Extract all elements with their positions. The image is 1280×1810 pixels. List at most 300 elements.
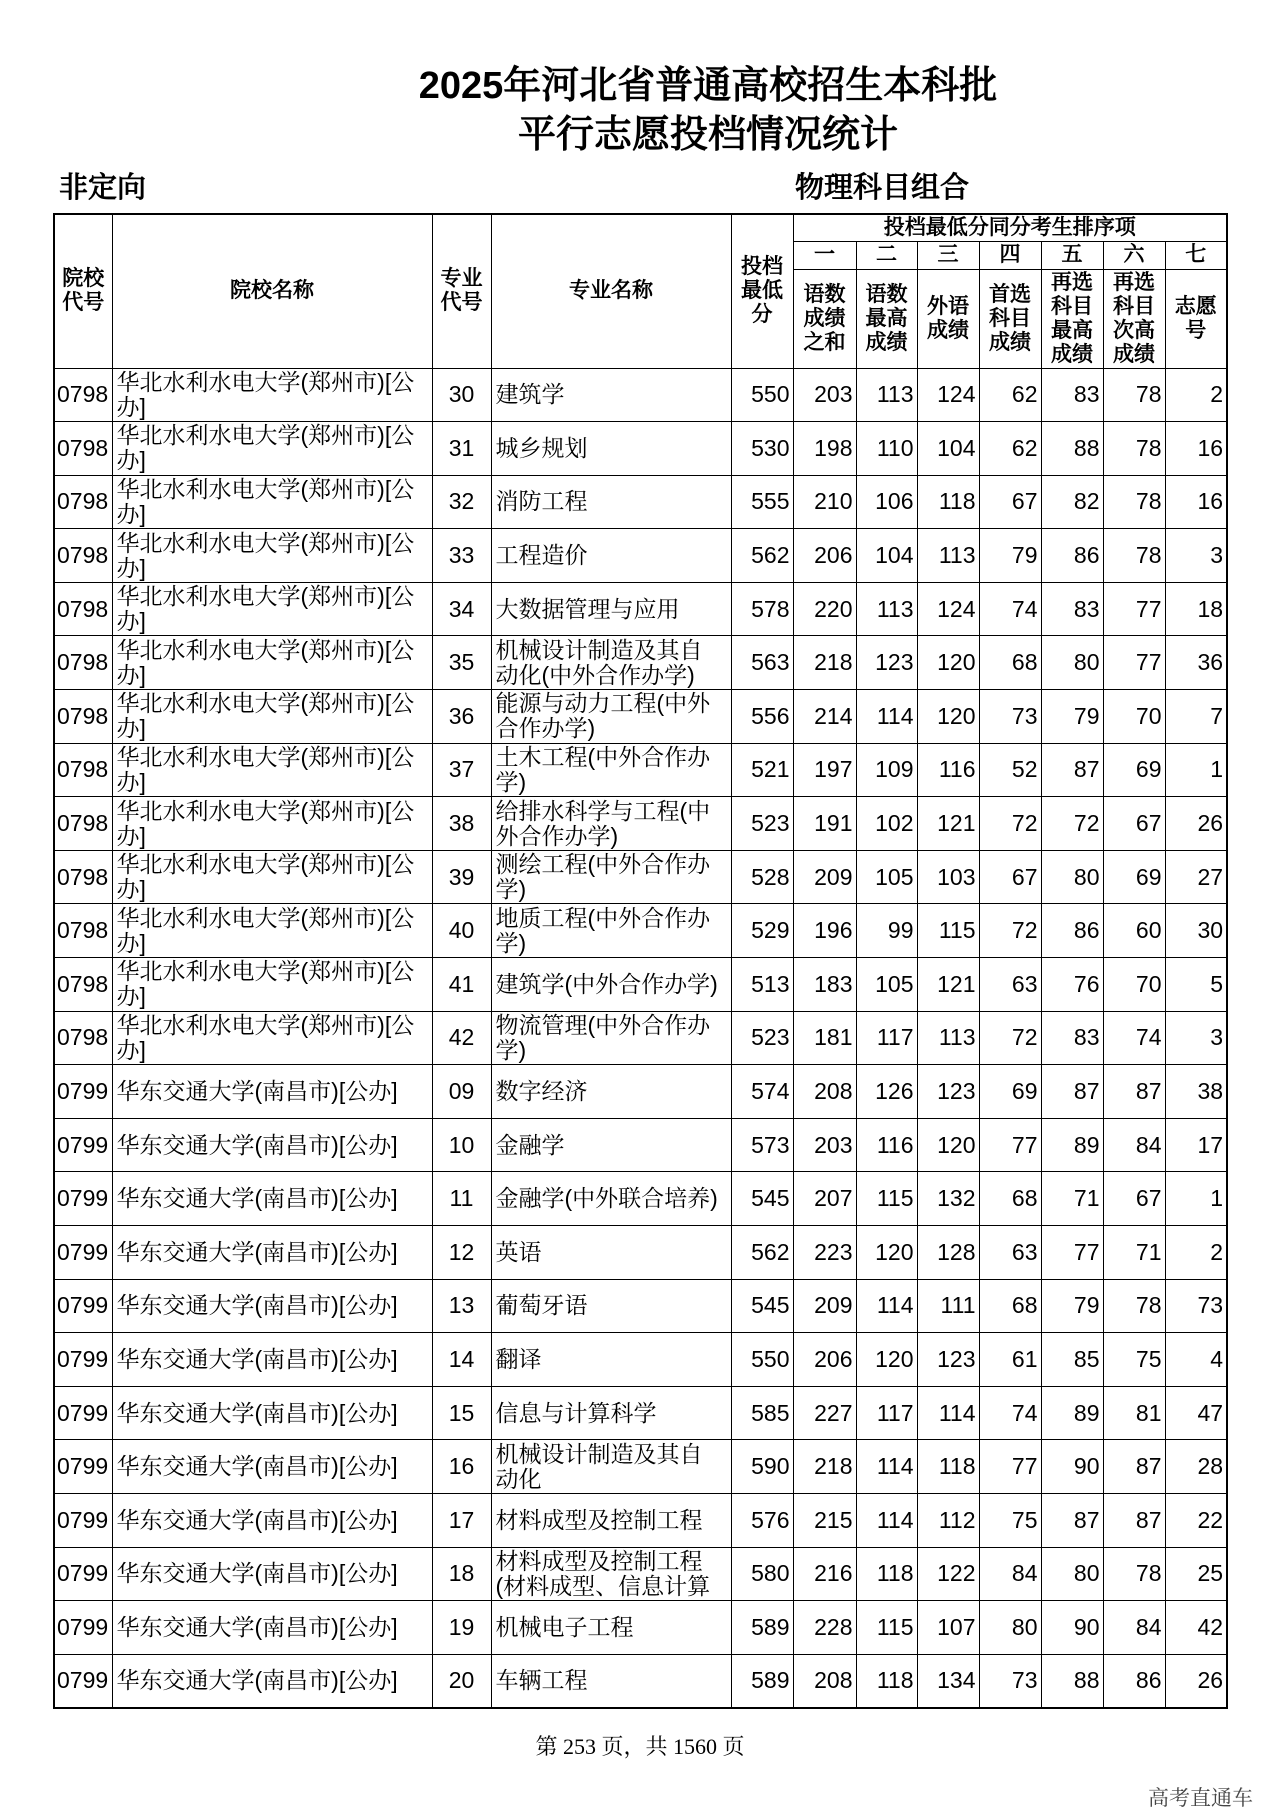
- major-code: 19: [432, 1601, 491, 1655]
- min-score: 590: [731, 1440, 793, 1494]
- preference-number: 4: [1165, 1333, 1227, 1387]
- school-code: 0799: [54, 1440, 112, 1494]
- major-name-cell: [491, 797, 731, 851]
- major-name: 土木工程(中外合作办学): [495, 744, 711, 795]
- score-first-subject: 74: [979, 582, 1041, 636]
- school-name-cell: [112, 1547, 432, 1601]
- school-name-cell: [112, 904, 432, 958]
- score-chinese-math-max: 117: [856, 1011, 917, 1065]
- school-name-cell: [112, 475, 432, 529]
- major-name-cell: [491, 1279, 731, 1333]
- school-code: 0798: [54, 690, 112, 744]
- score-chinese-math-max: 114: [856, 1493, 917, 1547]
- score-first-subject: 52: [979, 743, 1041, 797]
- score-elective-second: 78: [1103, 368, 1165, 422]
- min-score: 589: [731, 1601, 793, 1655]
- school-code: 0798: [54, 368, 112, 422]
- table-row: [54, 1065, 1227, 1119]
- score-chinese-math-max: 113: [856, 368, 917, 422]
- score-first-subject: 74: [979, 1386, 1041, 1440]
- score-elective-second: 78: [1103, 529, 1165, 583]
- score-first-subject: 68: [979, 1172, 1041, 1226]
- score-first-subject: 77: [979, 1440, 1041, 1494]
- school-code: 0799: [54, 1065, 112, 1119]
- min-score: 528: [731, 850, 793, 904]
- score-chinese-math-max: 123: [856, 636, 917, 690]
- score-first-subject: 62: [979, 368, 1041, 422]
- table-row: [54, 904, 1227, 958]
- score-chinese-math-sum: 181: [793, 1011, 856, 1065]
- score-chinese-math-sum: 196: [793, 904, 856, 958]
- score-first-subject: 77: [979, 1118, 1041, 1172]
- header-tiebreak-label-7: 志愿号: [1165, 269, 1227, 368]
- header-tiebreak-label-6: 再选科目次高成绩: [1103, 269, 1165, 368]
- score-chinese-math-sum: 198: [793, 422, 856, 476]
- score-elective-second: 69: [1103, 850, 1165, 904]
- score-elective-second: 78: [1103, 1547, 1165, 1601]
- header-min-score: 投档最低分: [731, 214, 793, 368]
- preference-number: 1: [1165, 1172, 1227, 1226]
- score-elective-highest: 89: [1041, 1118, 1103, 1172]
- score-first-subject: 72: [979, 904, 1041, 958]
- major-code: 33: [432, 529, 491, 583]
- score-chinese-math-sum: 215: [793, 1493, 856, 1547]
- min-score: 523: [731, 797, 793, 851]
- school-name-cell: [112, 636, 432, 690]
- school-code: 0799: [54, 1547, 112, 1601]
- score-elective-second: 77: [1103, 582, 1165, 636]
- school-code: 0798: [54, 904, 112, 958]
- score-elective-highest: 85: [1041, 1333, 1103, 1387]
- score-elective-highest: 83: [1041, 368, 1103, 422]
- school-name-cell: [112, 1601, 432, 1655]
- page-footer: 第 253 页，共 1560 页: [535, 1734, 745, 1759]
- table-row: [54, 1440, 1227, 1494]
- major-name-cell: [491, 904, 731, 958]
- score-first-subject: 62: [979, 422, 1041, 476]
- table-row: [54, 1011, 1227, 1065]
- score-chinese-math-max: 113: [856, 582, 917, 636]
- score-elective-second: 86: [1103, 1654, 1165, 1708]
- school-name-cell: [112, 1493, 432, 1547]
- major-name: 物流管理(中外合作办学): [495, 1012, 711, 1063]
- score-elective-highest: 86: [1041, 904, 1103, 958]
- score-elective-highest: 82: [1041, 475, 1103, 529]
- score-chinese-math-max: 117: [856, 1386, 917, 1440]
- school-name: 华东交通大学(南昌市)[公办]: [116, 1454, 398, 1480]
- school-code: 0799: [54, 1118, 112, 1172]
- table-row: [54, 1654, 1227, 1708]
- table-row: [54, 743, 1227, 797]
- major-code: 16: [432, 1440, 491, 1494]
- table-row: [54, 850, 1227, 904]
- score-chinese-math-max: 99: [856, 904, 917, 958]
- school-code: 0798: [54, 475, 112, 529]
- major-code: 37: [432, 743, 491, 797]
- major-name-cell: [491, 850, 731, 904]
- min-score: 562: [731, 1226, 793, 1280]
- major-name: 机械电子工程: [495, 1614, 634, 1640]
- school-name-cell: [112, 582, 432, 636]
- major-name: 给排水科学与工程(中外合作办学): [495, 798, 711, 849]
- score-chinese-math-sum: 218: [793, 636, 856, 690]
- header-tiebreak-label-3: 外语成绩: [917, 269, 979, 368]
- school-code: 0798: [54, 582, 112, 636]
- score-elective-second: 87: [1103, 1440, 1165, 1494]
- major-name: 英语: [495, 1239, 542, 1265]
- category-label: 非定向: [59, 172, 147, 204]
- header-major-code: 专业代号: [432, 214, 491, 368]
- school-name: 华东交通大学(南昌市)[公办]: [116, 1293, 398, 1319]
- major-code: 15: [432, 1386, 491, 1440]
- score-chinese-math-max: 118: [856, 1547, 917, 1601]
- school-name-cell: [112, 743, 432, 797]
- school-name-cell: [112, 690, 432, 744]
- score-elective-second: 67: [1103, 797, 1165, 851]
- score-foreign-language: 118: [917, 475, 979, 529]
- school-name-cell: [112, 1065, 432, 1119]
- min-score: 550: [731, 1333, 793, 1387]
- school-name: 华北水利水电大学(郑州市)[公办]: [116, 905, 415, 956]
- school-name-cell: [112, 1386, 432, 1440]
- score-elective-highest: 77: [1041, 1226, 1103, 1280]
- major-name: 地质工程(中外合作办学): [495, 905, 711, 956]
- major-code: 42: [432, 1011, 491, 1065]
- watermark: 高考直通车: [1148, 1787, 1253, 1810]
- major-name-cell: [491, 1065, 731, 1119]
- major-code: 35: [432, 636, 491, 690]
- score-foreign-language: 104: [917, 422, 979, 476]
- school-name-cell: [112, 368, 432, 422]
- score-elective-highest: 86: [1041, 529, 1103, 583]
- score-chinese-math-sum: 183: [793, 958, 856, 1012]
- admission-table: [53, 213, 1228, 1709]
- score-elective-highest: 87: [1041, 1493, 1103, 1547]
- score-elective-second: 71: [1103, 1226, 1165, 1280]
- score-chinese-math-sum: 214: [793, 690, 856, 744]
- score-first-subject: 69: [979, 1065, 1041, 1119]
- major-code: 20: [432, 1654, 491, 1708]
- school-name: 华东交通大学(南昌市)[公办]: [116, 1668, 398, 1694]
- score-first-subject: 67: [979, 850, 1041, 904]
- score-first-subject: 63: [979, 1226, 1041, 1280]
- school-code: 0798: [54, 1011, 112, 1065]
- major-name-cell: [491, 1601, 731, 1655]
- school-name: 华东交通大学(南昌市)[公办]: [116, 1400, 398, 1426]
- score-foreign-language: 121: [917, 797, 979, 851]
- score-elective-second: 84: [1103, 1601, 1165, 1655]
- school-name: 华东交通大学(南昌市)[公办]: [116, 1561, 398, 1587]
- preference-number: 26: [1165, 1654, 1227, 1708]
- school-code: 0798: [54, 529, 112, 583]
- school-name: 华东交通大学(南昌市)[公办]: [116, 1132, 398, 1158]
- min-score: 550: [731, 368, 793, 422]
- min-score: 573: [731, 1118, 793, 1172]
- score-first-subject: 61: [979, 1333, 1041, 1387]
- school-name-cell: [112, 1279, 432, 1333]
- score-chinese-math-sum: 209: [793, 850, 856, 904]
- major-code: 17: [432, 1493, 491, 1547]
- header-tiebreak-index-4: 四: [979, 241, 1041, 269]
- school-name: 华北水利水电大学(郑州市)[公办]: [116, 852, 415, 903]
- school-name-cell: [112, 1172, 432, 1226]
- score-chinese-math-sum: 216: [793, 1547, 856, 1601]
- table-row: [54, 1226, 1227, 1280]
- score-first-subject: 79: [979, 529, 1041, 583]
- preference-number: 38: [1165, 1065, 1227, 1119]
- school-code: 0798: [54, 958, 112, 1012]
- score-chinese-math-max: 104: [856, 529, 917, 583]
- table-row: [54, 1601, 1227, 1655]
- score-first-subject: 75: [979, 1493, 1041, 1547]
- major-name-cell: [491, 1333, 731, 1387]
- major-name: 材料成型及控制工程(材料成型、信息计算: [495, 1548, 711, 1599]
- score-elective-second: 70: [1103, 690, 1165, 744]
- header-school-code: 院校代号: [54, 214, 112, 368]
- score-elective-highest: 88: [1041, 422, 1103, 476]
- school-name-cell: [112, 1333, 432, 1387]
- school-name: 华北水利水电大学(郑州市)[公办]: [116, 959, 415, 1010]
- min-score: 562: [731, 529, 793, 583]
- min-score: 545: [731, 1172, 793, 1226]
- major-name-cell: [491, 1386, 731, 1440]
- subject-group-label: 物理科目组合: [795, 172, 970, 204]
- score-foreign-language: 132: [917, 1172, 979, 1226]
- score-foreign-language: 115: [917, 904, 979, 958]
- major-name: 葡萄牙语: [495, 1293, 588, 1319]
- score-elective-highest: 80: [1041, 636, 1103, 690]
- preference-number: 27: [1165, 850, 1227, 904]
- min-score: 529: [731, 904, 793, 958]
- table-row: [54, 958, 1227, 1012]
- title-line-1: 2025年河北省普通高校招生本科批: [418, 65, 998, 107]
- score-foreign-language: 107: [917, 1601, 979, 1655]
- school-name: 华北水利水电大学(郑州市)[公办]: [116, 637, 415, 688]
- table-row: [54, 582, 1227, 636]
- score-chinese-math-max: 118: [856, 1654, 917, 1708]
- score-chinese-math-max: 115: [856, 1172, 917, 1226]
- score-foreign-language: 114: [917, 1386, 979, 1440]
- table-row: [54, 422, 1227, 476]
- school-code: 0798: [54, 797, 112, 851]
- score-chinese-math-sum: 203: [793, 368, 856, 422]
- major-code: 36: [432, 690, 491, 744]
- min-score: 580: [731, 1547, 793, 1601]
- score-foreign-language: 103: [917, 850, 979, 904]
- major-name-cell: [491, 422, 731, 476]
- score-elective-highest: 71: [1041, 1172, 1103, 1226]
- major-name: 城乡规划: [495, 435, 588, 461]
- score-elective-second: 87: [1103, 1065, 1165, 1119]
- major-name: 材料成型及控制工程: [495, 1507, 703, 1533]
- major-name: 建筑学(中外合作办学): [495, 971, 718, 997]
- score-first-subject: 72: [979, 1011, 1041, 1065]
- school-name: 华北水利水电大学(郑州市)[公办]: [116, 691, 415, 742]
- score-elective-second: 60: [1103, 904, 1165, 958]
- header-tiebreak-index-6: 六: [1103, 241, 1165, 269]
- score-foreign-language: 118: [917, 1440, 979, 1494]
- score-elective-highest: 80: [1041, 1547, 1103, 1601]
- score-chinese-math-sum: 191: [793, 797, 856, 851]
- header-tiebreak-index-2: 二: [856, 241, 917, 269]
- school-name: 华北水利水电大学(郑州市)[公办]: [116, 423, 415, 474]
- score-elective-highest: 79: [1041, 690, 1103, 744]
- header-tiebreak-label-5: 再选科目最高成绩: [1041, 269, 1103, 368]
- score-first-subject: 73: [979, 690, 1041, 744]
- preference-number: 7: [1165, 690, 1227, 744]
- major-name-cell: [491, 1226, 731, 1280]
- preference-number: 30: [1165, 904, 1227, 958]
- school-name-cell: [112, 422, 432, 476]
- min-score: 576: [731, 1493, 793, 1547]
- score-chinese-math-max: 102: [856, 797, 917, 851]
- header-tiebreak-label-4: 首选科目成绩: [979, 269, 1041, 368]
- score-first-subject: 63: [979, 958, 1041, 1012]
- school-code: 0799: [54, 1333, 112, 1387]
- header-tiebreak-label-1: 语数成绩之和: [793, 269, 856, 368]
- score-first-subject: 68: [979, 636, 1041, 690]
- major-name: 金融学: [495, 1132, 565, 1158]
- score-chinese-math-sum: 220: [793, 582, 856, 636]
- major-code: 11: [432, 1172, 491, 1226]
- preference-number: 42: [1165, 1601, 1227, 1655]
- score-foreign-language: 123: [917, 1333, 979, 1387]
- preference-number: 3: [1165, 529, 1227, 583]
- preference-number: 2: [1165, 368, 1227, 422]
- header-tiebreak-index-5: 五: [1041, 241, 1103, 269]
- table-row: [54, 636, 1227, 690]
- school-name: 华北水利水电大学(郑州市)[公办]: [116, 530, 415, 581]
- school-code: 0799: [54, 1493, 112, 1547]
- table-row: [54, 475, 1227, 529]
- major-name-cell: [491, 1440, 731, 1494]
- min-score: 523: [731, 1011, 793, 1065]
- preference-number: 2: [1165, 1226, 1227, 1280]
- major-code: 38: [432, 797, 491, 851]
- school-name-cell: [112, 529, 432, 583]
- school-name: 华东交通大学(南昌市)[公办]: [116, 1239, 398, 1265]
- table-row: [54, 1279, 1227, 1333]
- min-score: 521: [731, 743, 793, 797]
- score-elective-highest: 80: [1041, 850, 1103, 904]
- major-name-cell: [491, 529, 731, 583]
- major-name: 车辆工程: [495, 1668, 588, 1694]
- preference-number: 1: [1165, 743, 1227, 797]
- school-code: 0799: [54, 1386, 112, 1440]
- major-code: 09: [432, 1065, 491, 1119]
- title-line-2: 平行志愿投档情况统计: [517, 114, 898, 156]
- major-name-cell: [491, 1011, 731, 1065]
- score-foreign-language: 124: [917, 582, 979, 636]
- score-elective-second: 67: [1103, 1172, 1165, 1226]
- score-foreign-language: 134: [917, 1654, 979, 1708]
- school-code: 0799: [54, 1172, 112, 1226]
- major-name-cell: [491, 1654, 731, 1708]
- school-code: 0799: [54, 1226, 112, 1280]
- school-name: 华北水利水电大学(郑州市)[公办]: [116, 369, 415, 420]
- score-foreign-language: 124: [917, 368, 979, 422]
- major-name: 大数据管理与应用: [495, 596, 680, 622]
- min-score: 589: [731, 1654, 793, 1708]
- major-name: 机械设计制造及其自动化: [495, 1441, 703, 1492]
- score-elective-second: 78: [1103, 475, 1165, 529]
- school-code: 0798: [54, 743, 112, 797]
- score-foreign-language: 116: [917, 743, 979, 797]
- preference-number: 16: [1165, 422, 1227, 476]
- score-elective-highest: 76: [1041, 958, 1103, 1012]
- preference-number: 5: [1165, 958, 1227, 1012]
- min-score: 545: [731, 1279, 793, 1333]
- score-foreign-language: 120: [917, 690, 979, 744]
- school-name: 华东交通大学(南昌市)[公办]: [116, 1079, 398, 1105]
- score-foreign-language: 113: [917, 529, 979, 583]
- min-score: 513: [731, 958, 793, 1012]
- school-name-cell: [112, 958, 432, 1012]
- table-row: [54, 690, 1227, 744]
- major-name-cell: [491, 368, 731, 422]
- table-row: [54, 1386, 1227, 1440]
- school-name-cell: [112, 1440, 432, 1494]
- score-chinese-math-max: 114: [856, 1440, 917, 1494]
- preference-number: 26: [1165, 797, 1227, 851]
- school-name-cell: [112, 797, 432, 851]
- major-code: 12: [432, 1226, 491, 1280]
- header-tiebreak-index-7: 七: [1165, 241, 1227, 269]
- score-chinese-math-sum: 207: [793, 1172, 856, 1226]
- score-chinese-math-sum: 210: [793, 475, 856, 529]
- score-chinese-math-sum: 208: [793, 1065, 856, 1119]
- min-score: 585: [731, 1386, 793, 1440]
- score-first-subject: 67: [979, 475, 1041, 529]
- score-first-subject: 72: [979, 797, 1041, 851]
- preference-number: 3: [1165, 1011, 1227, 1065]
- score-chinese-math-sum: 228: [793, 1601, 856, 1655]
- major-name-cell: [491, 1493, 731, 1547]
- major-name: 机械设计制造及其自动化(中外合作办学): [495, 637, 703, 688]
- score-chinese-math-max: 106: [856, 475, 917, 529]
- major-name-cell: [491, 1547, 731, 1601]
- score-chinese-math-max: 109: [856, 743, 917, 797]
- major-code: 40: [432, 904, 491, 958]
- score-elective-highest: 83: [1041, 582, 1103, 636]
- score-elective-second: 81: [1103, 1386, 1165, 1440]
- school-name: 华北水利水电大学(郑州市)[公办]: [116, 476, 415, 527]
- score-chinese-math-max: 126: [856, 1065, 917, 1119]
- score-elective-second: 74: [1103, 1011, 1165, 1065]
- header-tiebreak-group: 投档最低分同分考生排序项: [793, 214, 1227, 241]
- school-code: 0798: [54, 850, 112, 904]
- table-row: [54, 1172, 1227, 1226]
- school-code: 0798: [54, 636, 112, 690]
- school-name: 华东交通大学(南昌市)[公办]: [116, 1614, 398, 1640]
- score-foreign-language: 112: [917, 1493, 979, 1547]
- score-chinese-math-max: 120: [856, 1333, 917, 1387]
- header-tiebreak-label-2: 语数最高成绩: [856, 269, 917, 368]
- score-chinese-math-max: 105: [856, 850, 917, 904]
- preference-number: 22: [1165, 1493, 1227, 1547]
- school-code: 0798: [54, 422, 112, 476]
- score-first-subject: 84: [979, 1547, 1041, 1601]
- school-name-cell: [112, 1226, 432, 1280]
- preference-number: 47: [1165, 1386, 1227, 1440]
- preference-number: 16: [1165, 475, 1227, 529]
- major-name-cell: [491, 1118, 731, 1172]
- score-foreign-language: 121: [917, 958, 979, 1012]
- school-name: 华东交通大学(南昌市)[公办]: [116, 1507, 398, 1533]
- min-score: 555: [731, 475, 793, 529]
- table-row: [54, 368, 1227, 422]
- score-foreign-language: 120: [917, 1118, 979, 1172]
